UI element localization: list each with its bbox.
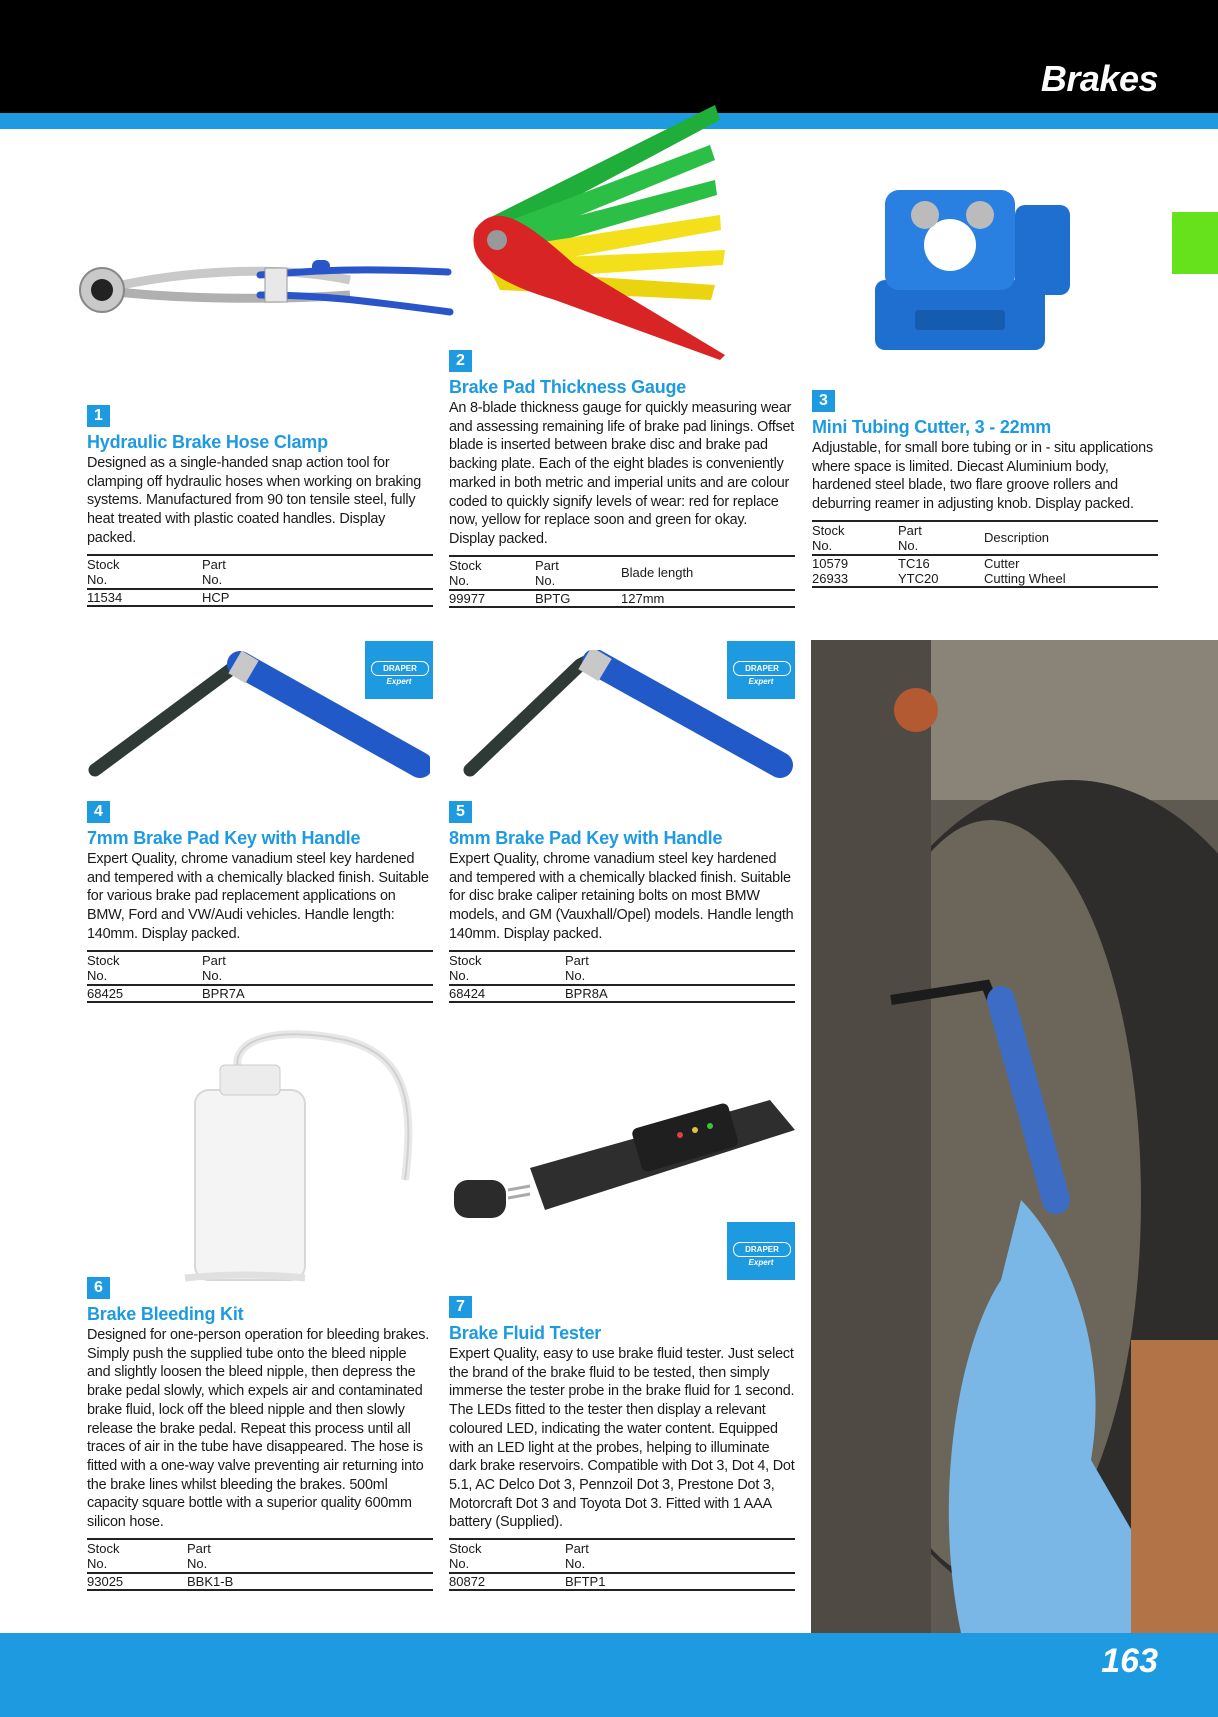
column-header: Part No. [535, 557, 559, 588]
product-1 [87, 405, 433, 607]
product-number-badge: 4 [87, 801, 110, 823]
product-2 [449, 350, 795, 608]
product-6 [87, 1277, 433, 1591]
brake-pad-key-in-use-photo [811, 640, 1218, 1633]
spec-table [449, 1538, 795, 1591]
column-header: Stock No. [87, 1540, 120, 1571]
product-title: Mini Tubing Cutter, 3 - 22mm [812, 417, 1052, 437]
product-4 [87, 801, 433, 1003]
product-description: Designed as a single-handed snap action tool for clamping off hydraulic hoses when working on braking systems. Manufactured from 90 ton tensile steel, fully heat treated with plastic coated handles. Display packed. [87, 455, 422, 546]
spec-table [87, 554, 433, 607]
spec-table [449, 950, 795, 1003]
product-description: Designed for one-person operation for bleeding brakes. Simply push the supplied tube onto the bleed nipple and slightly loosen the bleed nipple, then depress the brake pedal slowly, which expels air and contaminated brake fluid, lock off the bleed nipple and then slowly release the brake pedal. Repeat this process until all traces of air in the tube have disappeared. The hose is fitted with a one-way valve preventing air returning into the brake lines whilst bleeding the brakes. 500ml capacity square bottle with a superior quality 600mm silicon hose. [87, 1327, 429, 1531]
column-header: Part No. [202, 556, 226, 587]
product-3 [812, 390, 1158, 588]
column-header: Blade length [621, 565, 694, 581]
table-row: 10579 TC16 Cutter [812, 555, 1020, 571]
spec-table [812, 520, 1158, 588]
table-row: 80872 BFTP1 [449, 1573, 795, 1590]
header-bar [0, 0, 1218, 113]
page-number: 163 [1101, 1642, 1158, 1680]
draper-expert-logo: DRAPER Expert [727, 641, 795, 699]
product-number-badge: 1 [87, 405, 110, 427]
column-header: Part No. [202, 952, 226, 983]
spec-table [87, 950, 433, 1003]
product-number-badge: 6 [87, 1277, 110, 1299]
product-title: Hydraulic Brake Hose Clamp [87, 432, 328, 452]
column-header: Stock No. [87, 556, 120, 587]
product-title: Brake Pad Thickness Gauge [449, 377, 687, 397]
section-title: Brakes [1040, 58, 1158, 99]
product-title: Brake Fluid Tester [449, 1323, 602, 1343]
column-header: Part No. [565, 952, 589, 983]
product-number-badge: 2 [449, 350, 472, 372]
column-header: Description [984, 530, 1050, 546]
draper-expert-logo: DRAPER Expert [365, 641, 433, 699]
footer-bar [0, 1633, 1218, 1717]
hose-clamp-image [60, 240, 460, 340]
table-row: 99977 BPTG 127mm [449, 590, 795, 607]
column-header: Part No. [565, 1541, 589, 1572]
table-row: 68425 BPR7A [87, 985, 433, 1002]
table-row: 26933 YTC20 Cutting Wheel [812, 571, 1158, 587]
product-description: Expert Quality, chrome vanadium steel key hardened and tempered with a chemically blacked finish. Suitable for various brake pad replacement applications on BMW, Ford and VW/Audi vehicles. Handle length: 140mm. Display packed. [87, 851, 429, 942]
column-header: Stock No. [87, 952, 120, 983]
product-description: Adjustable, for small bore tubing or in - situ applications where space is limited. Diecast Aluminium body, hardened steel blade, two flare groove rollers and deburring reamer in adjusting knob. Display packed. [812, 440, 1153, 513]
column-header: Stock No. [449, 1541, 482, 1572]
spec-table [87, 1538, 433, 1591]
product-number-badge: 7 [449, 1296, 472, 1318]
thickness-gauge-image [465, 100, 755, 360]
product-number-badge: 3 [812, 390, 835, 412]
product-number-badge: 5 [449, 801, 472, 823]
product-title: 8mm Brake Pad Key with Handle [449, 828, 723, 848]
table-row: 93025 BBK1-B [87, 1573, 433, 1590]
column-header: Part No. [898, 522, 922, 553]
product-description: Expert Quality, easy to use brake fluid tester. Just select the brand of the brake fluid to be tested, then simply immerse the tester probe in the brake fluid for 1 second. The LEDs fitted to the tester then display a relevant coloured LED, indicating the water content. Equipped with an LED light at the probes, helping to illuminate dark brake reservoirs. Compatible with Dot 3, Dot 4, Dot 5.1, AC Delco Dot 3, Pennzoil Dot 3, Prestone Dot 3, Motorcraft Dot 3 and Toyota Dot 3. Fitted with 1 AAA battery (Supplied). [449, 1346, 795, 1531]
column-header: Stock No. [449, 557, 482, 588]
draper-expert-logo: DRAPER Expert [727, 1222, 795, 1280]
section-tab [1172, 212, 1218, 274]
table-row: 11534 HCP [87, 589, 433, 606]
spec-table [449, 555, 795, 608]
tubing-cutter-image [855, 170, 1115, 375]
product-title: 7mm Brake Pad Key with Handle [87, 828, 361, 848]
column-header: Part No. [187, 1540, 211, 1571]
brake-bleeding-kit-image [165, 1030, 435, 1290]
product-description: An 8-blade thickness gauge for quickly measuring wear and assessing remaining life of brake pad linings. Offset blade is inserted between brake disc and brake pad backing plate. Each of the eight blades is conveniently marked in both metric and imperial units and are colour coded to quickly signify levels of wear: red for replace now, yellow for replace soon and green for okay. Display packed. [449, 400, 795, 547]
product-title: Brake Bleeding Kit [87, 1304, 244, 1324]
product-description: Expert Quality, chrome vanadium steel key hardened and tempered with a chemically blacked finish. Suitable for disc brake caliper retaining bolts on most BMW models, and GM (Vauxhall/Opel) models. Handle length 140mm. Display packed. [449, 851, 794, 942]
table-row: 68424 BPR8A [449, 985, 795, 1002]
column-header: Stock No. [812, 522, 845, 553]
product-7 [449, 1296, 795, 1591]
brake-fluid-tester-image [450, 1090, 800, 1230]
product-5 [449, 801, 795, 1003]
column-header: Stock No. [449, 952, 482, 983]
